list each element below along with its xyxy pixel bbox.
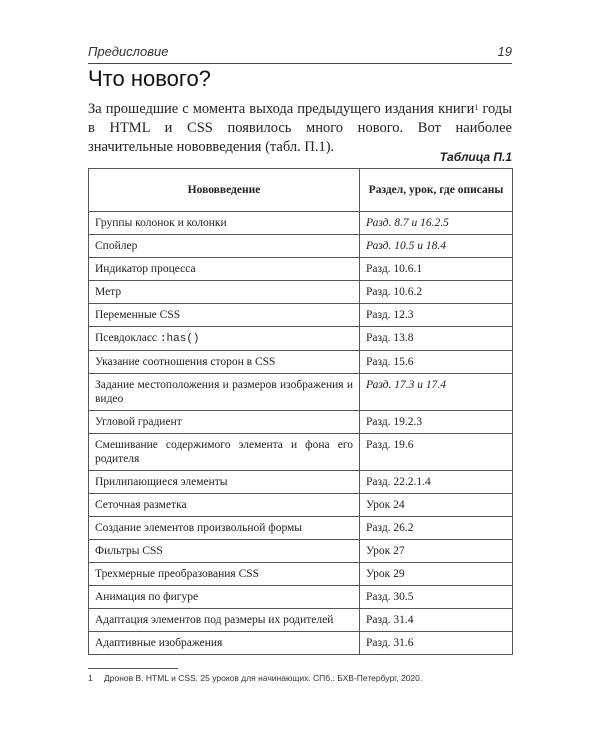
section-cell: Разд. 15.6 bbox=[360, 351, 513, 374]
footnote-rule bbox=[88, 668, 178, 669]
code-snippet: :has() bbox=[159, 333, 200, 345]
section-cell: Разд. 19.6 bbox=[360, 434, 513, 471]
footnote-text: Дронов В. HTML и CSS. 25 уроков для начинающих. СПб.: БХВ-Петербург, 2020. bbox=[104, 673, 423, 683]
table-row bbox=[89, 632, 513, 655]
table-row bbox=[89, 304, 513, 327]
running-head bbox=[88, 44, 512, 64]
section-cell: Разд. 31.6 bbox=[360, 632, 513, 655]
feature-cell: Сеточная разметка bbox=[89, 494, 360, 517]
features-table bbox=[88, 168, 513, 655]
feature-cell: Спойлер bbox=[89, 235, 360, 258]
running-head-section: Предисловие bbox=[88, 44, 169, 59]
footnote-mark: 1 bbox=[88, 673, 93, 683]
section-cell: Урок 27 bbox=[360, 540, 513, 563]
feature-cell: Трехмерные преобразования CSS bbox=[89, 563, 360, 586]
table-header-row bbox=[89, 169, 513, 212]
table-row bbox=[89, 563, 513, 586]
table-row bbox=[89, 212, 513, 235]
table-row bbox=[89, 586, 513, 609]
table-row bbox=[89, 471, 513, 494]
table-row bbox=[89, 434, 513, 471]
table-row bbox=[89, 517, 513, 540]
intro-text-before: За прошедшие с момента выхода предыдущего издания книги bbox=[88, 101, 475, 117]
table-row bbox=[89, 540, 513, 563]
feature-cell: Прилипающиеся элементы bbox=[89, 471, 360, 494]
section-cell: Разд. 17.3 и 17.4 bbox=[360, 374, 513, 411]
header-rule bbox=[88, 63, 512, 64]
table-row bbox=[89, 374, 513, 411]
feature-cell: Анимация по фигуре bbox=[89, 586, 360, 609]
feature-cell: Группы колонок и колонки bbox=[89, 212, 360, 235]
section-cell: Разд. 10.5 и 18.4 bbox=[360, 235, 513, 258]
section-cell: Разд. 31.4 bbox=[360, 609, 513, 632]
intro-paragraph bbox=[88, 100, 512, 157]
section-cell: Разд. 10.6.2 bbox=[360, 281, 513, 304]
section-cell: Разд. 26.2 bbox=[360, 517, 513, 540]
feature-cell: Указание соотношения сторон в CSS bbox=[89, 351, 360, 374]
feature-cell: Индикатор процесса bbox=[89, 258, 360, 281]
table-row bbox=[89, 411, 513, 434]
section-cell: Разд. 19.2.3 bbox=[360, 411, 513, 434]
feature-text: Псевдокласс bbox=[95, 332, 160, 344]
feature-cell: Угловой градиент bbox=[89, 411, 360, 434]
feature-cell bbox=[89, 327, 360, 351]
section-cell: Разд. 12.3 bbox=[360, 304, 513, 327]
table-row bbox=[89, 351, 513, 374]
section-cell: Урок 29 bbox=[360, 563, 513, 586]
section-cell: Разд. 30.5 bbox=[360, 586, 513, 609]
feature-cell: Переменные CSS bbox=[89, 304, 360, 327]
table-row bbox=[89, 609, 513, 632]
table-row bbox=[89, 327, 513, 351]
feature-cell: Задание местоположения и размеров изображения и видео bbox=[89, 374, 360, 411]
feature-cell: Метр bbox=[89, 281, 360, 304]
section-cell: Разд. 22.2.1.4 bbox=[360, 471, 513, 494]
table-row bbox=[89, 258, 513, 281]
section-cell: Разд. 8.7 и 16.2.5 bbox=[360, 212, 513, 235]
feature-cell: Фильтры CSS bbox=[89, 540, 360, 563]
section-cell: Урок 24 bbox=[360, 494, 513, 517]
section-cell: Разд. 13.8 bbox=[360, 327, 513, 351]
feature-cell: Адаптация элементов под размеры их родителей bbox=[89, 609, 360, 632]
intro-text-after: годы в HTML и CSS появилось много нового. Вот наиболее значительные нововведения (табл. П.1). bbox=[88, 101, 512, 155]
header-feature: Нововведение bbox=[89, 169, 360, 212]
feature-cell: Адаптивные изображения bbox=[89, 632, 360, 655]
feature-cell: Смешивание содержимого элемента и фона его родителя bbox=[89, 434, 360, 471]
table-caption: Таблица П.1 bbox=[439, 150, 512, 164]
table-row bbox=[89, 494, 513, 517]
section-cell: Разд. 10.6.1 bbox=[360, 258, 513, 281]
table-body bbox=[89, 212, 513, 655]
footnote-reference[interactable]: 1 bbox=[474, 103, 479, 112]
table-row bbox=[89, 281, 513, 304]
feature-cell: Создание элементов произвольной формы bbox=[89, 517, 360, 540]
page-number: 19 bbox=[497, 44, 512, 59]
table-row bbox=[89, 235, 513, 258]
section-heading: Что нового? bbox=[88, 66, 211, 91]
header-section: Раздел, урок, где описаны bbox=[360, 169, 513, 212]
footnote bbox=[88, 673, 512, 683]
